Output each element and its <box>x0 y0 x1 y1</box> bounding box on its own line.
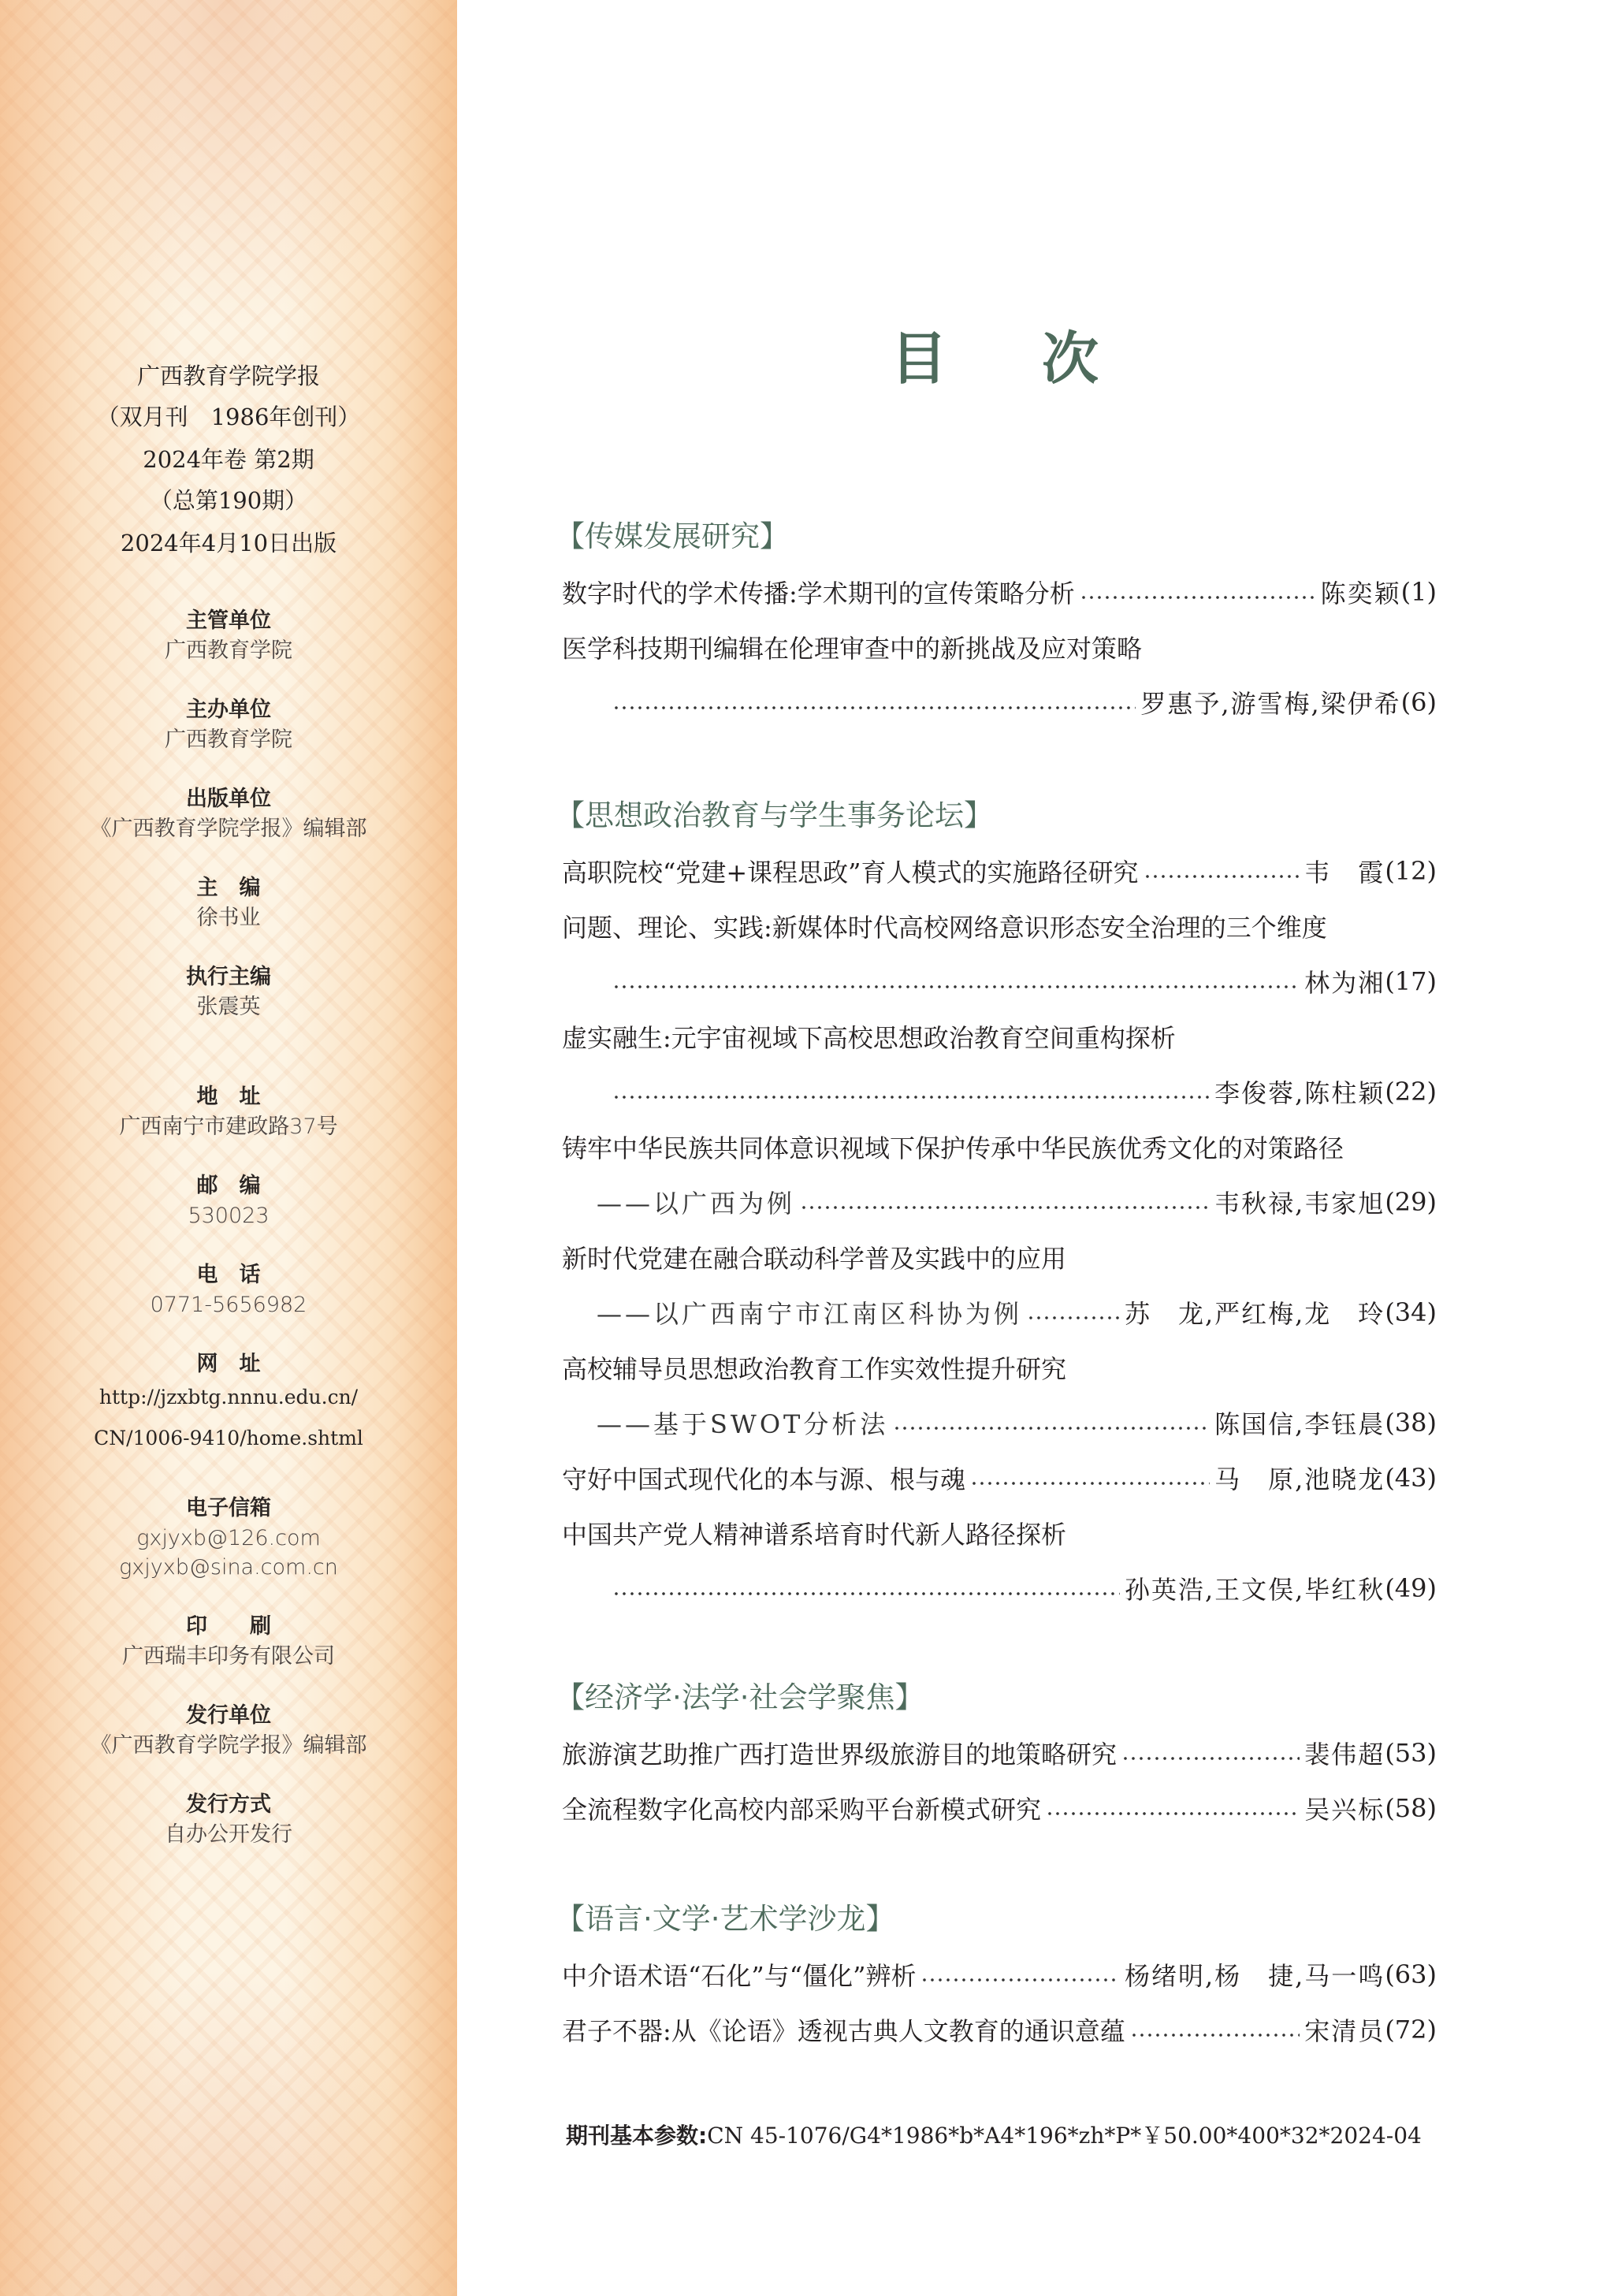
entry-title: 高校辅导员思想政治教育工作实效性提升研究 <box>562 1354 1067 1384</box>
section-heading: 【语言·文学·艺术学沙龙】 <box>556 1902 895 1936</box>
field-value-secondary[interactable]: CN/1006-9410/home.shtml <box>94 1427 363 1449</box>
journal-publish-date: 2024年4月10日出版 <box>120 530 337 556</box>
entry-author: 马 原,池晓龙 <box>1214 1464 1385 1494</box>
entry-page: (38) <box>1385 1408 1437 1438</box>
toc-entry[interactable] <box>562 1781 1437 1836</box>
entry-subtitle: ——以广西为例 <box>597 1189 796 1219</box>
field-value: 徐书业 <box>196 906 261 930</box>
entry-author: 陈国信,李钰晨 <box>1214 1409 1385 1439</box>
journal-name: 广西教育学院学报 <box>136 363 320 389</box>
toc-entry[interactable] <box>562 1009 1437 1064</box>
toc-entry-continuation[interactable] <box>562 1064 1437 1119</box>
section-heading: 【传媒发展研究】 <box>556 519 789 553</box>
entry-page: (17) <box>1385 966 1437 996</box>
toc-entry[interactable] <box>562 1505 1437 1561</box>
toc-section <box>556 788 1437 1616</box>
entry-page: (72) <box>1385 2015 1437 2045</box>
field-label: 出版单位 <box>186 787 271 811</box>
entry-page: (58) <box>1385 1793 1437 1823</box>
toc-entry[interactable] <box>562 1119 1437 1174</box>
entry-title: 铸牢中华民族共同体意识视域下保护传承中华民族优秀文化的对策路径 <box>562 1133 1344 1163</box>
field-label: 邮 编 <box>196 1174 261 1198</box>
journal-total-issue: （总第190期） <box>149 487 308 514</box>
toc-entry[interactable] <box>562 564 1437 620</box>
toc-entry[interactable] <box>562 1340 1437 1395</box>
field-value: 广西瑞丰印务有限公司 <box>122 1644 335 1669</box>
toc-title: 目次 <box>891 326 1194 392</box>
journal-frequency: （双月刊 1986年创刊） <box>96 404 361 430</box>
entry-page: (63) <box>1385 1959 1437 1989</box>
sidebar-info-panel <box>0 0 457 2296</box>
field-value-secondary: gxjyxb@sina.com.cn <box>119 1555 338 1580</box>
entry-author: 杨绪明,杨 捷,马一鸣 <box>1124 1961 1385 1991</box>
dot-leader <box>893 1425 1210 1431</box>
field-value: 0771-5656982 <box>150 1293 307 1317</box>
field-label: 印 刷 <box>186 1614 271 1639</box>
journal-parameters <box>566 2119 1422 2150</box>
dot-leader <box>1130 2032 1300 2038</box>
toc-entry[interactable] <box>562 1450 1437 1505</box>
entry-title: 医学科技期刊编辑在伦理审查中的新挑战及应对策略 <box>562 634 1143 664</box>
journal-parameters-value: CN 45-1076/G4*1986*b*A4*196*zh*P*￥50.00*400*32*2024-04 <box>707 2123 1422 2149</box>
field-label: 发行单位 <box>186 1703 271 1728</box>
toc-entry[interactable] <box>562 1947 1437 2002</box>
entry-title: 君子不器:从《论语》透视古典人文教育的通识意蕴 <box>562 2016 1125 2046</box>
dot-leader <box>612 1591 1120 1597</box>
toc-entry[interactable] <box>562 1725 1437 1781</box>
dot-leader <box>612 1094 1210 1100</box>
field-value: 《广西教育学院学报》编辑部 <box>90 817 367 841</box>
entry-author: 林为湘 <box>1304 968 1385 998</box>
toc-entry[interactable] <box>562 1230 1437 1285</box>
section-heading: 【思想政治教育与学生事务论坛】 <box>556 798 993 832</box>
toc-entry-continuation[interactable] <box>562 675 1437 730</box>
field-label: 网 址 <box>196 1352 261 1376</box>
entry-page: (49) <box>1385 1573 1437 1603</box>
entry-page: (1) <box>1400 577 1437 607</box>
section-heading: 【经济学·法学·社会学聚焦】 <box>556 1680 924 1714</box>
entry-title: 问题、理论、实践:新媒体时代高校网络意识形态安全治理的三个维度 <box>562 913 1327 943</box>
journal-parameters-label: 期刊基本参数: <box>566 2123 708 2149</box>
entry-title: 数字时代的学术传播:学术期刊的宣传策略分析 <box>562 579 1075 608</box>
field-label: 主 编 <box>196 876 261 900</box>
field-value: 广西南宁市建政路37号 <box>119 1115 338 1139</box>
toc-section <box>556 1670 1437 1836</box>
field-label: 地 址 <box>196 1085 261 1109</box>
entry-page: (43) <box>1385 1463 1437 1493</box>
entry-author: 孙英浩,王文俣,毕红秋 <box>1124 1575 1385 1605</box>
entry-title: 守好中国式现代化的本与源、根与魂 <box>562 1464 966 1494</box>
entry-page: (34) <box>1385 1297 1437 1327</box>
toc-section <box>556 509 1437 730</box>
entry-page: (6) <box>1400 687 1437 717</box>
entry-title: 新时代党建在融合联动科学普及实践中的应用 <box>562 1244 1067 1274</box>
field-label: 电子信箱 <box>186 1496 271 1520</box>
entry-page: (53) <box>1385 1738 1437 1768</box>
dot-leader <box>800 1204 1210 1211</box>
toc-entry[interactable] <box>562 2002 1437 2057</box>
entry-title: 中介语术语“石化”与“僵化”辨析 <box>562 1961 917 1991</box>
entry-author: 李俊蓉,陈柱颖 <box>1214 1078 1385 1108</box>
dot-leader <box>970 1480 1210 1487</box>
entry-author: 罗惠予,游雪梅,梁伊希 <box>1140 689 1401 719</box>
entry-title: 虚实融生:元宇宙视域下高校思想政治教育空间重构探析 <box>562 1023 1176 1053</box>
entry-subtitle: ——以广西南宁市江南区科协为例 <box>597 1299 1023 1329</box>
entry-page: (12) <box>1385 856 1437 886</box>
toc-entry[interactable] <box>562 899 1437 954</box>
dot-leader <box>1121 1755 1300 1762</box>
entry-title: 全流程数字化高校内部采购平台新模式研究 <box>562 1795 1042 1825</box>
dot-leader <box>1027 1315 1120 1321</box>
dot-leader <box>1080 594 1316 601</box>
dot-leader <box>1046 1810 1300 1817</box>
field-label: 主管单位 <box>186 608 271 633</box>
entry-author: 陈奕颖 <box>1320 579 1401 608</box>
field-label: 执行主编 <box>186 965 271 989</box>
toc-entry-continuation[interactable] <box>562 954 1437 1009</box>
entry-author: 韦秋禄,韦家旭 <box>1214 1189 1385 1219</box>
field-value[interactable]: http://jzxbtg.nnnu.edu.cn/ <box>99 1386 359 1408</box>
field-value: 自办公开发行 <box>165 1822 292 1847</box>
dot-leader <box>1144 873 1300 880</box>
decorative-pattern-bottom <box>0 1965 457 2296</box>
toc-entry-continuation[interactable] <box>562 1561 1437 1616</box>
toc-entry[interactable] <box>562 620 1437 675</box>
toc-entry-continuation[interactable] <box>562 1395 1437 1450</box>
dot-leader <box>920 1977 1120 1983</box>
field-value: 530023 <box>188 1204 270 1228</box>
field-label: 电 话 <box>196 1263 261 1287</box>
entry-author: 苏 龙,严红梅,龙 玲 <box>1124 1299 1385 1329</box>
entry-author: 宋清员 <box>1304 2016 1385 2046</box>
entry-title: 中国共产党人精神谱系培育时代新人路径探析 <box>562 1520 1067 1550</box>
toc-section <box>556 1892 1437 2057</box>
field-label: 主办单位 <box>186 698 271 722</box>
entry-subtitle: ——基于SWOT分析法 <box>597 1409 889 1439</box>
entry-page: (22) <box>1385 1077 1437 1107</box>
field-value: 广西教育学院 <box>165 728 292 752</box>
entry-title: 高职院校“党建+课程思政”育人模式的实施路径研究 <box>562 858 1139 888</box>
dot-leader <box>612 705 1136 711</box>
decorative-pattern-top <box>0 0 457 331</box>
field-value: gxjyxb@126.com <box>136 1526 321 1550</box>
field-label: 发行方式 <box>186 1792 271 1817</box>
field-value: 张震英 <box>196 995 261 1019</box>
field-value: 《广西教育学院学报》编辑部 <box>90 1733 367 1758</box>
toc-entry-continuation[interactable] <box>562 1174 1437 1230</box>
entry-author: 韦 霞 <box>1304 858 1385 888</box>
field-value: 广西教育学院 <box>165 638 292 663</box>
dot-leader <box>612 984 1300 990</box>
entry-page: (29) <box>1385 1187 1437 1217</box>
entry-author: 裴伟超 <box>1304 1740 1385 1769</box>
entry-title: 旅游演艺助推广西打造世界级旅游目的地策略研究 <box>562 1740 1118 1769</box>
toc-entry-continuation[interactable] <box>562 1285 1437 1340</box>
entry-author: 吴兴标 <box>1304 1795 1385 1825</box>
toc-entry[interactable] <box>562 843 1437 899</box>
journal-volume: 2024年卷 第2期 <box>143 446 314 473</box>
